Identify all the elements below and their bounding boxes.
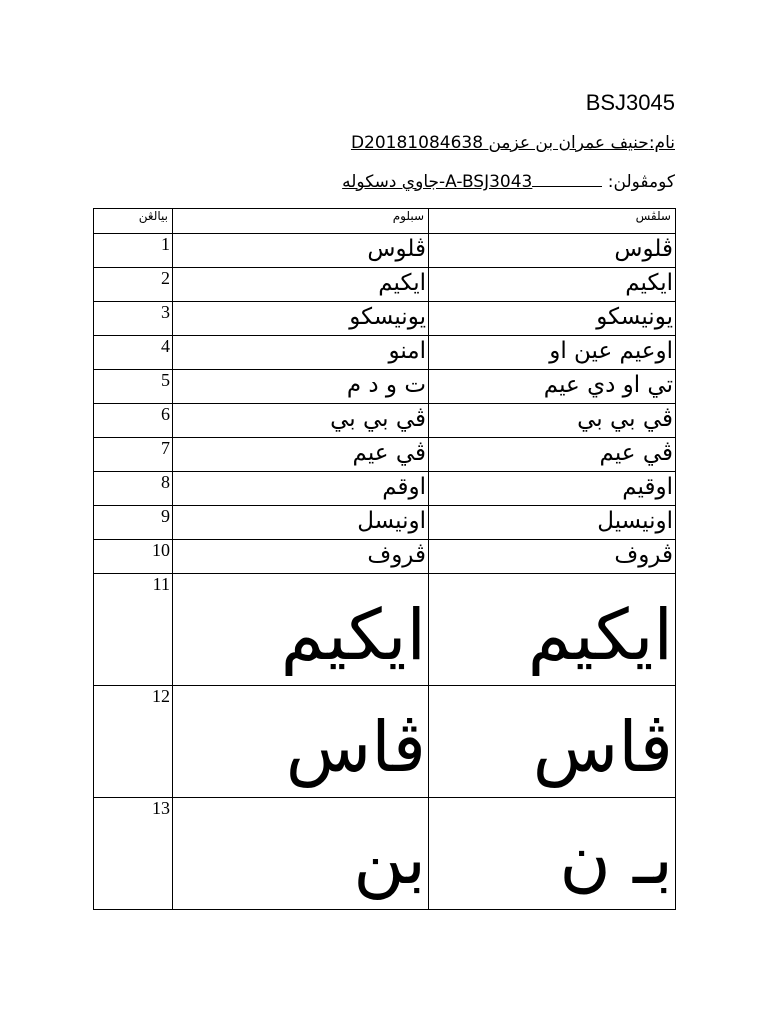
table-row <box>94 336 676 370</box>
header-number: بيالڠن <box>94 209 173 234</box>
word-after: اوعيم عين او <box>429 336 676 370</box>
word-after: ڤاس <box>429 686 676 798</box>
header-before: سبلوم <box>173 209 429 234</box>
table-row <box>94 268 676 302</box>
word-before: امنو <box>173 336 429 370</box>
table-row <box>94 234 676 268</box>
row-number: 12 <box>94 686 173 798</box>
group-line <box>342 172 675 192</box>
word-before: ڤي عيم <box>173 438 429 472</box>
word-after: ڤروف <box>429 540 676 574</box>
word-before: يونيسكو <box>173 302 429 336</box>
word-before: بن <box>173 798 429 910</box>
row-number: 8 <box>94 472 173 506</box>
word-before: ت و د م <box>173 370 429 404</box>
group-label: كومڤولن: <box>607 172 675 192</box>
word-after: ايكيم <box>429 574 676 686</box>
word-before: ڤروف <box>173 540 429 574</box>
row-number: 13 <box>94 798 173 910</box>
student-id: D20181084638 <box>350 133 484 153</box>
row-number: 1 <box>94 234 173 268</box>
table-row <box>94 506 676 540</box>
table-row <box>94 686 676 798</box>
table-row <box>94 438 676 472</box>
table-row <box>94 404 676 438</box>
student-name: حنيف عمران بن عزمن <box>488 133 649 153</box>
header-after: سلڤس <box>429 209 676 234</box>
row-number: 11 <box>94 574 173 686</box>
row-number: 7 <box>94 438 173 472</box>
word-after: اونيسيل <box>429 506 676 540</box>
row-number: 6 <box>94 404 173 438</box>
table-row <box>94 302 676 336</box>
table-row <box>94 370 676 404</box>
word-before: ايكيم <box>173 574 429 686</box>
word-table <box>93 208 676 910</box>
word-after: ايكيم <box>429 268 676 302</box>
word-before: ڤي بي بي <box>173 404 429 438</box>
name-label: نام: <box>648 133 675 153</box>
table-row <box>94 472 676 506</box>
row-number: 10 <box>94 540 173 574</box>
blank-underline <box>532 174 602 187</box>
word-before: ايكيم <box>173 268 429 302</box>
table-row <box>94 798 676 910</box>
word-before: اونيسل <box>173 506 429 540</box>
row-number: 2 <box>94 268 173 302</box>
word-before: ڤلوس <box>173 234 429 268</box>
row-number: 4 <box>94 336 173 370</box>
word-after: ڤلوس <box>429 234 676 268</box>
table-row <box>94 574 676 686</box>
row-number: 3 <box>94 302 173 336</box>
word-after: اوقيم <box>429 472 676 506</box>
word-before: ڤاس <box>173 686 429 798</box>
word-after: يونيسكو <box>429 302 676 336</box>
row-number: 5 <box>94 370 173 404</box>
table-row <box>94 540 676 574</box>
course-code: BSJ3045 <box>585 90 675 115</box>
word-after: ڤي بي بي <box>429 404 676 438</box>
word-after: بـ ن <box>429 798 676 910</box>
word-after: ڤي عيم <box>429 438 676 472</box>
word-after: تي او دي عيم <box>429 370 676 404</box>
table-header-row <box>94 209 676 234</box>
group-value: A-BSJ3043-جاوي دسكوله <box>342 172 533 192</box>
name-line <box>351 133 675 153</box>
row-number: 9 <box>94 506 173 540</box>
word-before: اوقم <box>173 472 429 506</box>
